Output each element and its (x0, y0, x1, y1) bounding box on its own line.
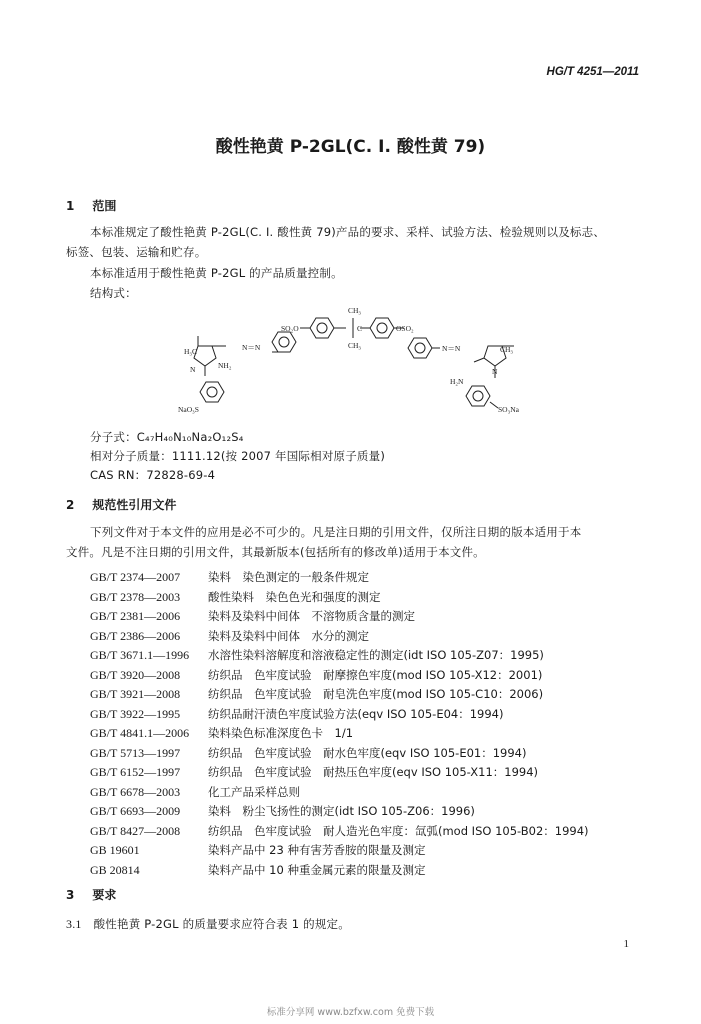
section-2-title: 规范性引用文件 (92, 498, 177, 512)
reference-code: GB 19601 (90, 843, 140, 857)
reference-row (90, 800, 475, 818)
label-central-c: C (357, 324, 363, 333)
label-ch3-top: CH₃ (348, 306, 362, 315)
clause-3-1-text: 酸性艳黄 P-2GL 的质量要求应符合表 1 的规定。 (93, 917, 350, 931)
label-ch3-right: CH₃ (500, 345, 514, 354)
label-so2o: SO₂O (281, 324, 299, 333)
section-3-heading (66, 886, 116, 903)
structure-label: 结构式： (90, 286, 137, 300)
label-azo-right: N＝N (442, 344, 461, 353)
section-3-title: 要求 (92, 888, 117, 902)
molecular-formula: 分子式：C₄₇H₄₀N₁₀Na₂O₁₂S₄ (90, 430, 244, 444)
reference-row (90, 839, 425, 857)
reference-title: 染料 染色测定的一般条件规定 (208, 570, 369, 584)
label-so3na: SO₃Na (498, 405, 519, 414)
label-nh2: NH₂ (218, 361, 232, 370)
clause-3-1-number: 3.1 (66, 917, 82, 931)
reference-row (90, 742, 526, 760)
section-1-heading (66, 197, 116, 214)
scope-paragraph-line-2: 标签、包装、运输和贮存。 (66, 245, 207, 259)
label-n-right: N (492, 367, 498, 376)
reference-title: 纺织品 色牢度试验 耐皂洗色牢度(mod ISO 105-C10：2006) (208, 687, 544, 701)
reference-title: 酸性染料 染色色光和强度的测定 (208, 589, 381, 604)
label-ch3-bottom: CH₃ (348, 341, 362, 350)
page-number: 1 (623, 938, 629, 950)
section-1-number: 1 (66, 199, 75, 213)
reference-code: GB/T 2386—2006 (90, 628, 181, 643)
reference-title: 纺织品 色牢度试验 耐热压色牢度(eqv ISO 105-X11：1994) (208, 765, 539, 779)
reference-row (90, 625, 369, 643)
reference-row (90, 683, 543, 701)
reference-title: 水溶性染料溶解度和溶液稳定性的测定(idt ISO 105-Z07：1995) (208, 648, 544, 662)
reference-code: GB 20814 (90, 862, 140, 877)
label-n-left: N (190, 365, 196, 374)
reference-title: 染料染色标准深度色卡 1/1 (208, 726, 354, 740)
reference-row (90, 644, 544, 662)
reference-row (90, 820, 589, 838)
section-2-number: 2 (66, 498, 75, 512)
reference-title: 染料产品中 23 种有害芳香胺的限量及测定 (208, 843, 426, 857)
reference-title: 纺织品 色牢度试验 耐人造光色牢度：氙弧(mod ISO 105-B02：1994) (208, 823, 589, 838)
clause-3-1 (66, 916, 350, 932)
scope-paragraph-line-1: 本标准规定了酸性艳黄 P-2GL(C. I. 酸性黄 79)产品的要求、采样、试验方法、检验规则以及标志、 (90, 225, 606, 239)
reference-row (90, 781, 300, 799)
scope-applicability: 本标准适用于酸性艳黄 P-2GL 的产品质量控制。 (90, 266, 343, 280)
reference-code: GB/T 3671.1—1996 (90, 648, 190, 662)
reference-code: GB/T 8427—2008 (90, 823, 181, 838)
document-title: 酸性艳黄 P-2GL(C. I. 酸性黄 79) (215, 137, 486, 157)
reference-row (90, 761, 538, 779)
reference-row (90, 586, 381, 604)
label-naso3: NaO₃S (178, 405, 199, 414)
reference-row (90, 722, 353, 740)
reference-code: GB/T 2374—2007 (90, 570, 181, 584)
structural-formula (160, 300, 560, 425)
reference-code: GB/T 3920—2008 (90, 667, 181, 682)
molecular-mass: 相对分子质量：1111.12(按 2007 年国际相对原子质量) (90, 449, 386, 463)
reference-row (90, 605, 415, 623)
reference-title: 染料产品中 10 种重金属元素的限量及测定 (208, 862, 426, 877)
reference-code: GB/T 6152—1997 (90, 765, 181, 779)
normative-intro-line-1: 下列文件对于本文件的应用是必不可少的。凡是注日期的引用文件，仅所注日期的版本适用于本 (90, 525, 582, 539)
cas-number: CAS RN：72828-69-4 (90, 468, 216, 482)
reference-code: GB/T 6693—2009 (90, 804, 181, 818)
reference-title: 染料及染料中间体 水分的测定 (208, 628, 369, 643)
footer-watermark: 标准分享网 www.bzfxw.com 免费下载 (266, 1007, 435, 1018)
reference-code: GB/T 3921—2008 (90, 687, 181, 701)
reference-code: GB/T 6678—2003 (90, 784, 181, 799)
reference-title: 化工产品采样总则 (208, 784, 300, 799)
label-h3c: H₃C (184, 347, 198, 356)
reference-code: GB/T 5713—1997 (90, 745, 181, 760)
reference-title: 纺织品耐汗渍色牢度试验方法(eqv ISO 105-E04：1994) (208, 706, 504, 721)
section-2-heading (66, 496, 176, 513)
reference-title: 染料 粉尘飞扬性的测定(idt ISO 105-Z06：1996) (208, 804, 475, 818)
reference-title: 染料及染料中间体 不溶物质含量的测定 (208, 609, 415, 623)
label-h2n: H₂N (450, 377, 464, 386)
label-azo-left: N＝N (242, 343, 261, 352)
reference-row (90, 859, 425, 877)
section-1-title: 范围 (92, 199, 117, 213)
reference-code: GB/T 4841.1—2006 (90, 726, 190, 740)
reference-code: GB/T 2381—2006 (90, 609, 181, 623)
reference-row (90, 566, 369, 584)
reference-code: GB/T 2378—2003 (90, 589, 181, 604)
reference-title: 纺织品 色牢度试验 耐水色牢度(eqv ISO 105-E01：1994) (208, 745, 527, 760)
section-3-number: 3 (66, 888, 75, 902)
reference-title: 纺织品 色牢度试验 耐摩擦色牢度(mod ISO 105-X12：2001) (208, 667, 543, 682)
reference-row (90, 703, 503, 721)
normative-intro-line-2: 文件。凡是不注日期的引用文件，其最新版本(包括所有的修改单)适用于本文件。 (66, 545, 485, 559)
standard-code: HG/T 4251—2011 (546, 66, 639, 78)
reference-row (90, 664, 542, 682)
reference-code: GB/T 3922—1995 (90, 706, 181, 721)
label-oso2: OSO₂ (396, 324, 414, 333)
